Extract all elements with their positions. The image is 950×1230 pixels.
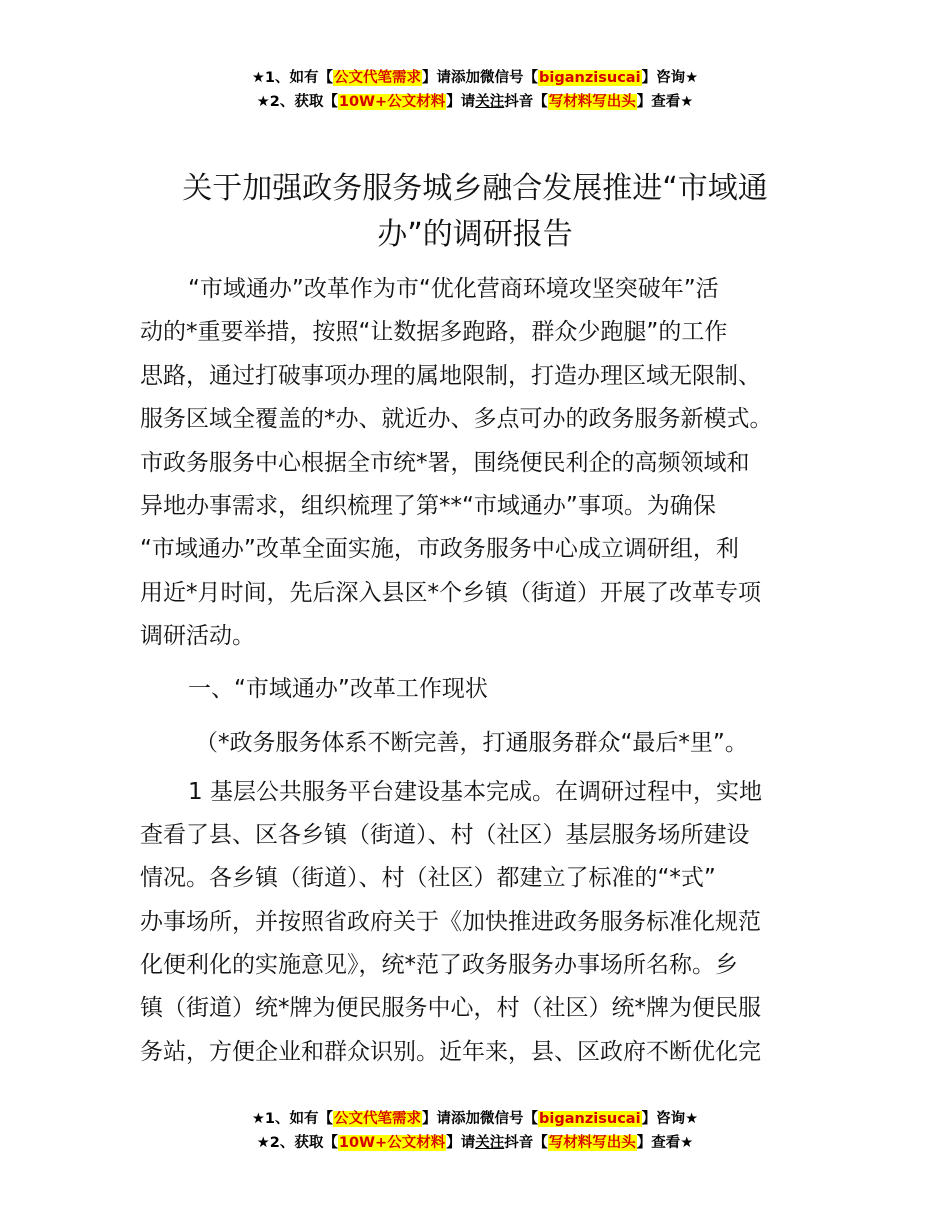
highlight-douyin-account: 写材料写出头 [548, 94, 636, 110]
banner-line-1: ★1、如有【公文代笔需求】请添加微信号【biganzisucai】咨询★ [251, 1111, 699, 1127]
bottom-banner [0, 1107, 950, 1155]
highlight-wechat-id: biganzisucai [539, 70, 641, 86]
underlined-follow: 关注 [475, 94, 505, 110]
paragraph-line: 办事场所，并按照省政府关于《加快推进政务服务标准化规范 [140, 908, 761, 935]
highlight-ghostwriting: 公文代笔需求 [334, 70, 422, 86]
paragraph-line: 思路，通过打破事项办理的属地限制，打造办理区域无限制、 [140, 362, 761, 389]
paragraph-line: 务站，方便企业和群众识别。近年来，县、区政府不断优化完 [140, 1038, 761, 1065]
highlight-materials: 10W+公文材料 [338, 94, 446, 110]
highlight-douyin-account: 写材料写出头 [548, 1135, 636, 1151]
paragraph-line: 调研活动。 [140, 623, 255, 650]
page-title [130, 166, 820, 258]
subsection-heading: （*政务服务体系不断完善，打通服务群众“最后*里”。 [195, 729, 748, 756]
paragraph-line: 化便利化的实施意见》，统*范了政务服务办事场所名称。乡 [140, 952, 738, 979]
paragraph-line: 用近*月时间，先后深入县区*个乡镇（街道）开展了改革专项 [140, 579, 761, 606]
paragraph-line: 异地办事需求，组织梳理了第**“市域通办”事项。为确保 [140, 492, 716, 519]
paragraph-line: 镇（街道）统*牌为便民服务中心，村（社区）统*牌为便民服 [140, 995, 761, 1022]
paragraph-line: “市域通办”改革全面实施，市政务服务中心成立调研组，利 [140, 536, 739, 563]
document-body [140, 268, 830, 1074]
title-line: 办”的调研报告 [377, 217, 573, 252]
paragraph-line: 1 基层公共服务平台建设基本完成。在调研过程中，实地 [188, 778, 762, 805]
paragraph-line: 动的*重要举措，按照“让数据多跑路，群众少跑腿”的工作 [140, 319, 728, 346]
paragraph-line: 服务区域全覆盖的*办、就近办、多点可办的政务服务新模式。 [140, 406, 773, 433]
paragraph-line: 情况。各乡镇（街道）、村（社区）都建立了标准的“*式” [140, 865, 716, 892]
paragraph-line: 查看了县、区各乡镇（街道）、村（社区）基层服务场所建设 [140, 821, 750, 848]
highlight-wechat-id: biganzisucai [539, 1111, 641, 1127]
banner-line-1: ★1、如有【公文代笔需求】请添加微信号【biganzisucai】咨询★ [251, 70, 699, 86]
paragraph-line: 市政务服务中心根据全市统*署，围绕便民利企的高频领域和 [140, 449, 750, 476]
highlight-ghostwriting: 公文代笔需求 [334, 1111, 422, 1127]
banner-line-2: ★2、获取【10W+公文材料】请关注抖音【写材料写出头】查看★ [256, 1135, 694, 1151]
underlined-follow: 关注 [475, 1135, 505, 1151]
paragraph-line: “市域通办”改革作为市“优化营商环境攻坚突破年”活 [188, 276, 719, 302]
title-line: 关于加强政务服务城乡融合发展推进“市域通 [182, 171, 768, 206]
top-banner [0, 66, 950, 114]
highlight-materials: 10W+公文材料 [338, 1135, 446, 1151]
section-heading: 一、“市域通办”改革工作现状 [188, 675, 488, 702]
banner-line-2: ★2、获取【10W+公文材料】请关注抖音【写材料写出头】查看★ [256, 94, 694, 110]
